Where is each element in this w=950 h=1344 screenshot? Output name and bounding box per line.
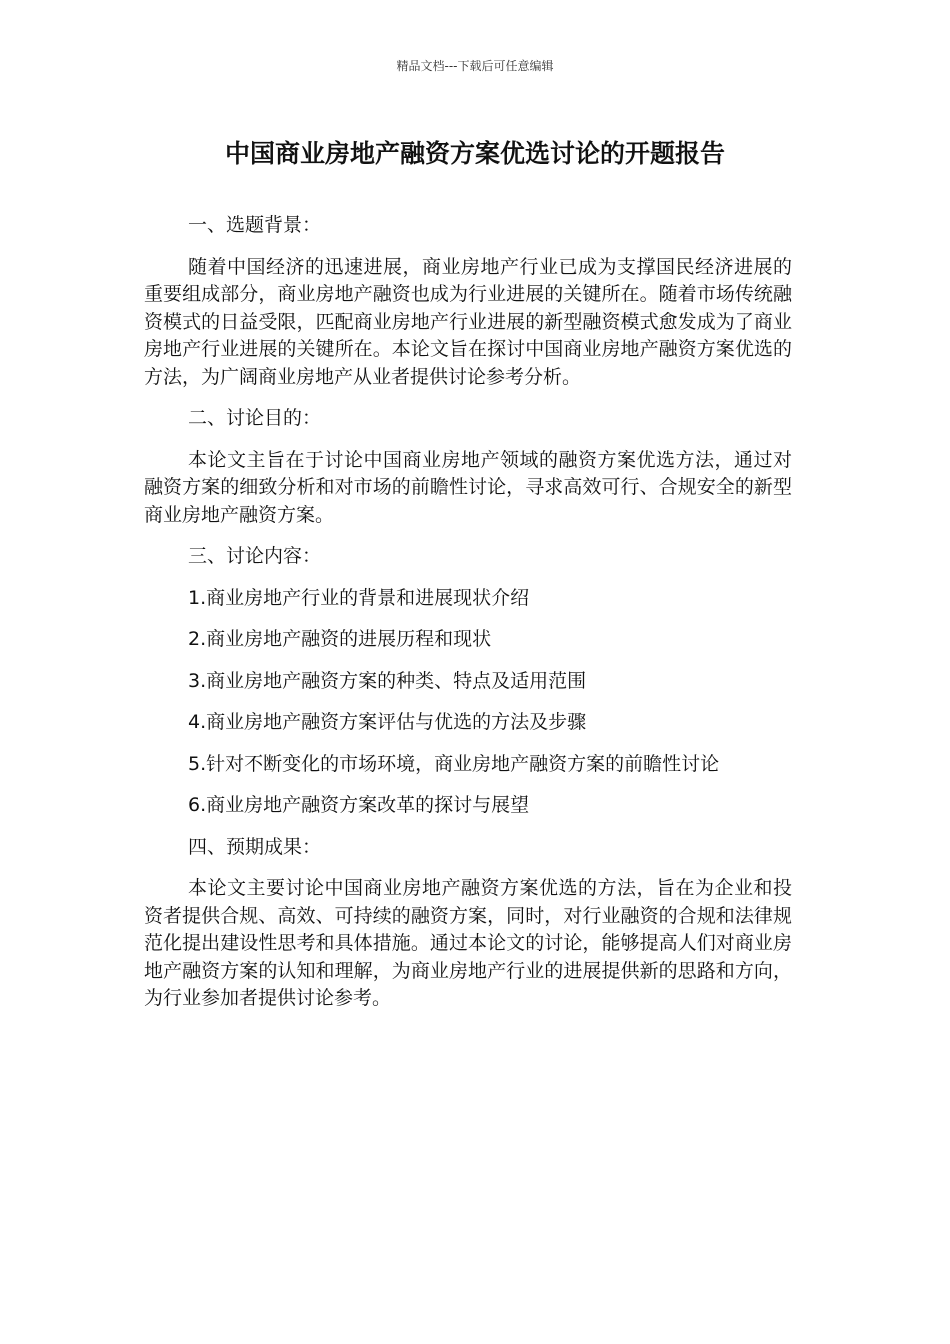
list-item: 1.商业房地产行业的背景和进展现状介绍	[188, 586, 530, 609]
section-heading-background: 一、选题背景：	[188, 214, 322, 236]
paragraph-results: 本论文主要讨论中国商业房地产融资方案优选的方法，旨在为企业和投资者提供合规、高效、可持续的融资方案，同时，对行业融资的合规和法律规范化提出建设性思考和具体措施。通过本论文的讨论，能够提高人们对商业房地产融资方案的认知和理解，为商业房地产行业的进展提供新的思路和方向，为行业参加者提供讨论参考。	[144, 877, 792, 1009]
list-item: 2.商业房地产融资的进展历程和现状	[188, 628, 492, 650]
list-item: 4.商业房地产融资方案评估与优选的方法及步骤	[188, 711, 587, 733]
list-item: 3.商业房地产融资方案的种类、特点及适用范围	[188, 669, 587, 692]
paragraph-purpose: 本论文主旨在于讨论中国商业房地产领域的融资方案优选方法，通过对融资方案的细致分析和对市场的前瞻性讨论，寻求高效可行、合规安全的新型商业房地产融资方案。	[144, 448, 792, 526]
document-title: 中国商业房地产融资方案优选讨论的开题报告	[224, 139, 725, 168]
section-heading-results: 四、预期成果：	[188, 835, 322, 858]
section-heading-content: 三、讨论内容：	[188, 545, 322, 567]
list-item: 6.商业房地产融资方案改革的探讨与展望	[188, 794, 530, 816]
paragraph-background: 随着中国经济的迅速进展，商业房地产行业已成为支撑国民经济进展的重要组成部分，商业房地产融资也成为行业进展的关键所在。随着市场传统融资模式的日益受限，匹配商业房地产行业进展的新型融资模式愈发成为了商业房地产行业进展的关键所在。本论文旨在探讨中国商业房地产融资方案优选的方法，为广阔商业房地产从业者提供讨论参考分析。	[144, 255, 792, 388]
page-header: 精品文档---下载后可任意编辑	[396, 59, 554, 73]
document-body	[144, 212, 792, 1027]
list-item: 5.针对不断变化的市场环境，商业房地产融资方案的前瞻性讨论	[188, 752, 720, 775]
section-heading-purpose: 二、讨论目的：	[188, 407, 322, 429]
